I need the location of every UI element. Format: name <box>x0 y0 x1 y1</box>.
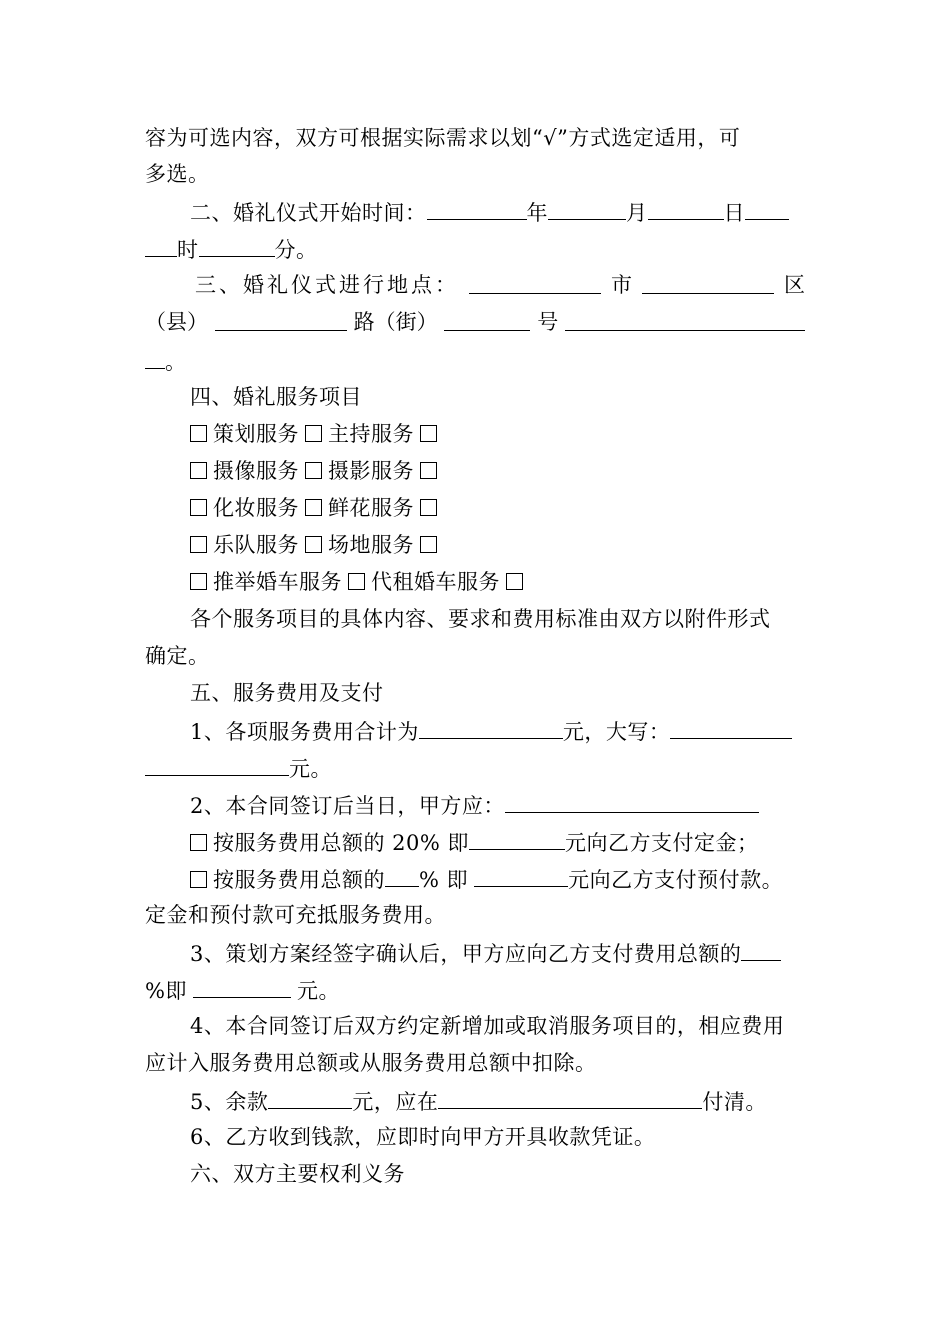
section-4-note-1: 各个服务项目的具体内容、要求和费用标准由双方以附件形式 <box>190 607 771 631</box>
number-blank <box>565 308 805 331</box>
hour-label: 时 <box>177 238 199 262</box>
hour-blank-part-2 <box>145 234 177 257</box>
service-recommended-car: 推举婚车服务 <box>213 570 342 594</box>
section-4-note-2: 确定。 <box>145 644 210 668</box>
section-2-line-2 <box>145 234 805 264</box>
deposit-amount-blank <box>469 827 565 850</box>
checkbox-prepayment[interactable] <box>190 871 207 888</box>
item-1-text-a: 1、各项服务费用合计为 <box>190 720 419 744</box>
day-label: 日 <box>723 201 745 225</box>
checkbox-row-3-extra[interactable] <box>420 499 437 516</box>
hour-blank-part-1 <box>745 197 789 220</box>
year-blank <box>427 197 527 220</box>
city-label: 市 <box>611 273 632 297</box>
service-planning: 策划服务 <box>213 422 299 446</box>
amount-in-words-blank-part-1 <box>670 716 792 739</box>
option-prepayment-text-b: % 即 <box>419 868 469 892</box>
service-flowers: 鲜花服务 <box>328 496 414 520</box>
minute-blank <box>199 234 275 257</box>
city-blank <box>469 271 601 294</box>
item-2-line <box>190 790 805 820</box>
service-hosting: 主持服务 <box>328 422 414 446</box>
checkbox-planning[interactable] <box>190 425 207 442</box>
section-6-heading: 六、双方主要权利义务 <box>190 1162 405 1186</box>
checkbox-flowers[interactable] <box>305 499 322 516</box>
service-rental-car: 代租婚车服务 <box>371 570 500 594</box>
service-video: 摄像服务 <box>213 459 299 483</box>
service-row <box>190 457 805 485</box>
service-makeup: 化妆服务 <box>213 496 299 520</box>
option-deposit-text-a: 按服务费用总额的 20% 即 <box>213 831 470 855</box>
option-prepayment-text-c: 元向乙方支付预付款。 <box>568 868 784 892</box>
option-prepayment-line <box>190 864 805 894</box>
prepayment-amount-blank <box>474 864 568 887</box>
item-4-line-2: 应计入服务费用总额或从服务费用总额中扣除。 <box>145 1051 597 1075</box>
county-blank <box>215 308 347 331</box>
prepayment-percent-blank <box>385 864 419 887</box>
item-3-text-c: 元。 <box>296 979 340 1003</box>
payment-option-blank <box>505 790 759 813</box>
item-5-text-c: 付清。 <box>702 1090 767 1114</box>
section-3-line-3 <box>145 346 805 376</box>
service-row <box>190 420 805 448</box>
item-6-line: 6、乙方收到钱款，应即时向甲方开具收款凭证。 <box>190 1125 656 1149</box>
section-5-heading: 五、服务费用及支付 <box>190 681 384 705</box>
checkbox-band[interactable] <box>190 536 207 553</box>
service-row <box>190 531 805 559</box>
checkbox-photo[interactable] <box>305 462 322 479</box>
checkbox-row-4-extra[interactable] <box>420 536 437 553</box>
service-photo: 摄影服务 <box>328 459 414 483</box>
amount-in-words-blank-part-2 <box>145 753 289 776</box>
checkbox-deposit[interactable] <box>190 834 207 851</box>
district-label: 区 <box>784 273 805 297</box>
checkbox-row-2-extra[interactable] <box>420 462 437 479</box>
section-3-label: 三、婚礼仪式进行地点： <box>195 273 459 297</box>
checkbox-row-1-extra[interactable] <box>420 425 437 442</box>
section-2-label: 二、婚礼仪式开始时间： <box>190 201 427 225</box>
item-1-line-1 <box>190 716 805 746</box>
section-3-line-1 <box>195 271 805 299</box>
option-deposit-text-b: 元向乙方支付定金； <box>565 831 759 855</box>
county-label: （县） <box>145 310 208 334</box>
checkbox-rental-car[interactable] <box>348 573 365 590</box>
service-venue: 场地服务 <box>328 533 414 557</box>
total-amount-blank <box>419 716 563 739</box>
item-3-amount-blank <box>193 975 291 998</box>
service-band: 乐队服务 <box>213 533 299 557</box>
item-3-text-a: 3、策划方案经签字确认后，甲方应向乙方支付费用总额的 <box>190 942 742 966</box>
service-row <box>190 568 805 596</box>
road-blank <box>444 308 530 331</box>
checkbox-row-5-extra[interactable] <box>506 573 523 590</box>
item-1-line-2 <box>145 753 805 783</box>
section-4-heading: 四、婚礼服务项目 <box>190 385 362 409</box>
checkbox-makeup[interactable] <box>190 499 207 516</box>
year-label: 年 <box>526 201 548 225</box>
month-label: 月 <box>626 201 648 225</box>
item-2-text: 2、本合同签订后当日，甲方应： <box>190 794 505 818</box>
item-4-line-1: 4、本合同签订后双方约定新增加或取消服务项目的，相应费用 <box>190 1014 785 1038</box>
intro-line-2: 多选。 <box>145 162 210 186</box>
section-3-line-2 <box>145 308 805 336</box>
option-deposit-line <box>190 827 805 857</box>
item-1-text-c: 元。 <box>289 757 332 781</box>
service-row <box>190 494 805 522</box>
item-3-percent-blank <box>741 938 781 961</box>
intro-line-1: 容为可选内容，双方可根据实际需求以划“√”方式选定适用，可 <box>145 126 741 150</box>
item-1-text-b: 元，大写： <box>562 720 671 744</box>
checkbox-hosting[interactable] <box>305 425 322 442</box>
section-3-end: 。 <box>165 350 187 374</box>
item-5-text-a: 5、余款 <box>190 1090 269 1114</box>
balance-amount-blank <box>268 1086 352 1109</box>
item-3-line-1 <box>190 938 805 968</box>
item-5-text-b: 元，应在 <box>352 1090 439 1114</box>
number-label: 号 <box>537 310 559 334</box>
checkbox-recommended-car[interactable] <box>190 573 207 590</box>
number-blank-tail <box>145 346 165 369</box>
balance-date-blank <box>438 1086 702 1109</box>
district-blank <box>642 271 774 294</box>
day-blank <box>648 197 724 220</box>
minute-label: 分。 <box>274 238 318 262</box>
road-label: 路（街） <box>353 310 438 334</box>
checkbox-video[interactable] <box>190 462 207 479</box>
item-3-text-b: %即 <box>145 979 187 1003</box>
item-5-line <box>190 1086 805 1116</box>
checkbox-venue[interactable] <box>305 536 322 553</box>
item-3-line-2 <box>145 975 805 1005</box>
deposit-note: 定金和预付款可充抵服务费用。 <box>145 903 446 927</box>
section-2-line-1 <box>190 197 805 227</box>
option-prepayment-text-a: 按服务费用总额的 <box>213 868 385 892</box>
month-blank <box>548 197 626 220</box>
